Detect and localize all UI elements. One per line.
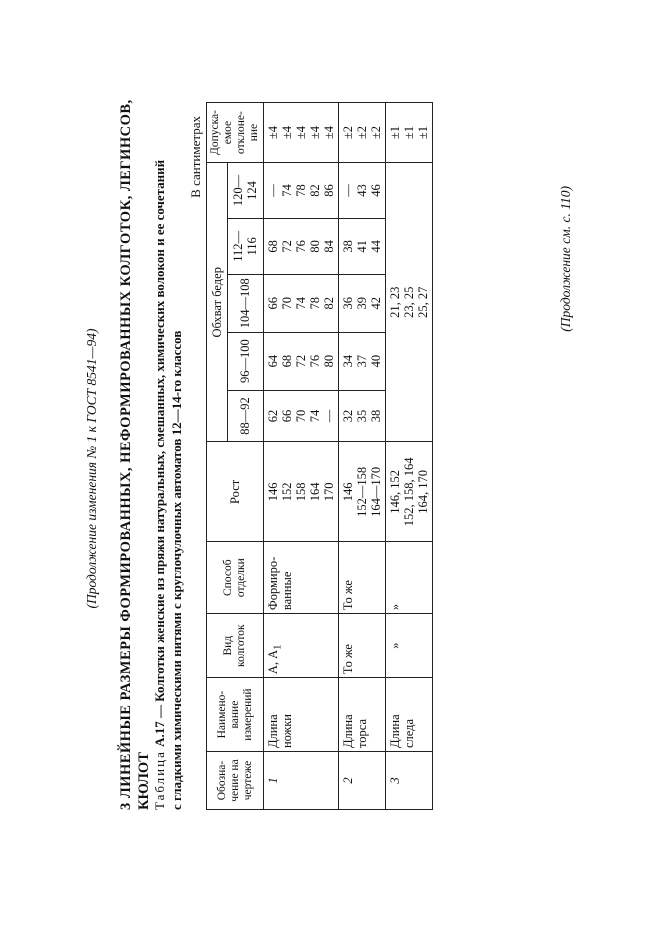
row-tights-type: То же — [339, 614, 386, 678]
table-row — [264, 103, 339, 810]
row-tolerance: ±1 ±1 ±1 — [386, 103, 433, 163]
row-designation: 2 — [339, 752, 386, 810]
footer-note: (Продолжение см. с. 110) — [558, 186, 573, 332]
table-caption — [152, 160, 168, 810]
table-row — [386, 103, 433, 810]
row-tights-type: А, $А_1$ — [264, 614, 339, 678]
row-tolerance: ±2 ±2 ±2 — [339, 103, 386, 163]
row-foot-length-values: 21, 23 23, 25 25, 27 — [386, 163, 433, 442]
row-measurement-name: Длина следа — [386, 678, 433, 752]
header-finish-method: Способ отделки — [207, 542, 264, 614]
row-measurement-name: Длина ножки — [264, 678, 339, 752]
row-hip-values: — 43 46 — [339, 163, 386, 219]
row-hip-values: 32 35 38 — [339, 390, 386, 442]
row-measurement-name: Длина торса — [339, 678, 386, 752]
row-heights: 146 152 158 164 170 — [264, 442, 339, 542]
header-hip-girth: Обхват бедер — [207, 163, 228, 442]
caption-prefix: Таблица — [152, 750, 167, 810]
row-designation: 1 — [264, 752, 339, 810]
row-finish-method: То же — [339, 542, 386, 614]
header-tights-type: Вид колготок — [207, 614, 264, 678]
section-title-continuation: КЮЛОТ — [136, 752, 152, 810]
row-hip-values: 66 70 74 78 82 — [264, 274, 339, 332]
header-hip-size: 112—116 — [227, 218, 263, 274]
table-row — [339, 103, 386, 810]
row-tights-type: » — [386, 614, 433, 678]
row-hip-values: 38 41 44 — [339, 218, 386, 274]
header-hip-size: 88—92 — [227, 390, 263, 442]
sizes-table — [206, 102, 433, 810]
row-tolerance: ±4 ±4 ±4 ±4 ±4 — [264, 103, 339, 163]
row-hip-values: 34 37 40 — [339, 332, 386, 390]
caption-text: А.17 — Колготки женские из пряжи натуральных, смешанных, химических волокон и ее сочетаний — [152, 159, 167, 747]
header-note: (Продолжение изменения № 1 к ГОСТ 8541—94) — [84, 328, 99, 609]
row-finish-method: » — [386, 542, 433, 614]
row-heights: 146, 152 152, 158, 164 164, 170 — [386, 442, 433, 542]
table-caption-continuation: с гладкими химическими нитями с круглочулочных автоматов 12—14-го классов — [169, 330, 184, 810]
row-finish-method: Формиро- ванные — [264, 542, 339, 614]
header-hip-size: 104—108 — [227, 274, 263, 332]
row-heights: 146 152—158 164—170 — [339, 442, 386, 542]
header-hip-size: 120—124 — [227, 163, 263, 219]
section-title: 3 ЛИНЕЙНЫЕ РАЗМЕРЫ ФОРМИРОВАННЫХ, НЕФОРМИРОВАННЫХ КОЛГОТОК, ЛЕГИНСОВ, — [118, 99, 134, 810]
row-designation: 3 — [386, 752, 433, 810]
header-measurement-name: Наимено- вание измерений — [207, 678, 264, 752]
row-hip-values: — 74 78 82 86 — [264, 163, 339, 219]
header-tolerance: Допуска- емое отклоне- ние — [207, 103, 264, 163]
header-height: Рост — [207, 442, 264, 542]
row-hip-values: 36 39 42 — [339, 274, 386, 332]
header-designation: Обозна- чение на чертеже — [207, 752, 264, 810]
header-hip-size: 96—100 — [227, 332, 263, 390]
row-hip-values: 62 66 70 74 — — [264, 390, 339, 442]
units-label: В сантиметрах — [188, 116, 203, 198]
row-hip-values: 64 68 72 76 80 — [264, 332, 339, 390]
row-hip-values: 68 72 76 80 84 — [264, 218, 339, 274]
